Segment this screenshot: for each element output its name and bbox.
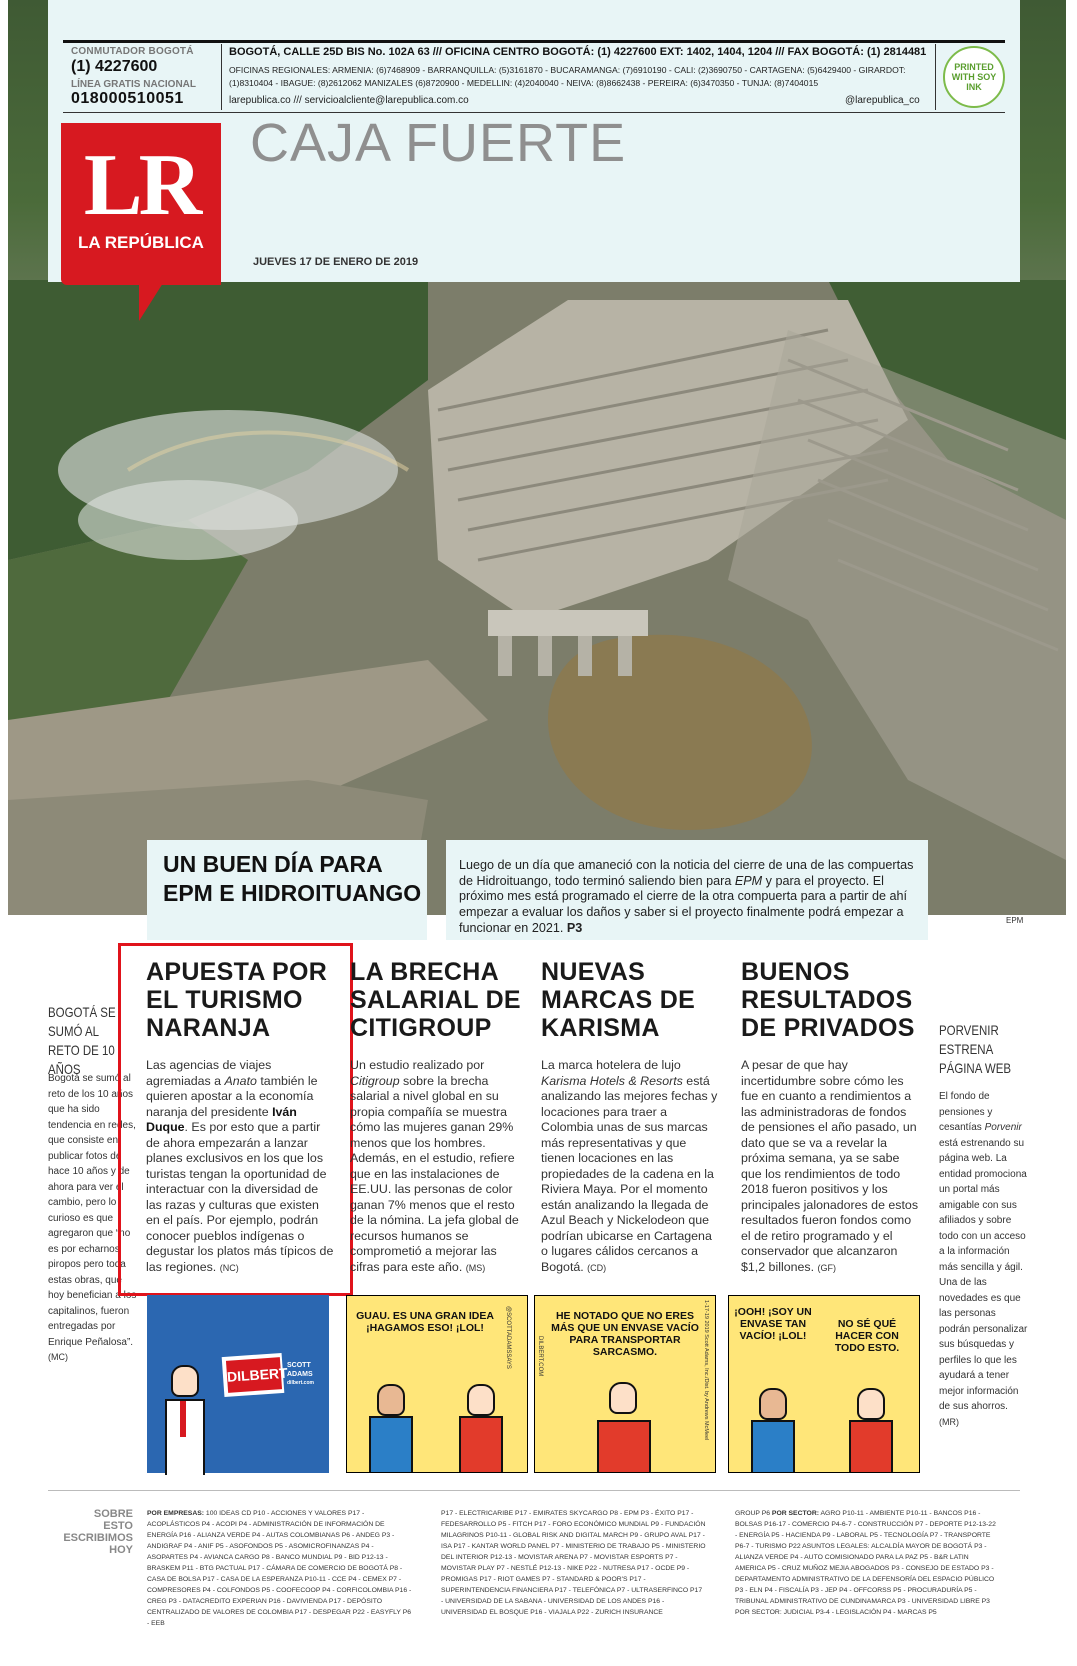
col2-text-b: sobre la brecha salarial a nivel global en su propia compañía se muestra cómo las mujeres ganan 29% menos que los hombres. Además, en el estudio, refiere que en las instalaciones de EE.UU. las personas de color ganan 7% menos que el resto de la nómina. La jefa global de recursos humanos se comprometió a mejorar las cifras para este año.	[350, 1073, 519, 1274]
col3-body	[541, 1058, 719, 1276]
panel2-speech: HE NOTADO QUE NO ERES MÁS QUE UN ENVASE VACÍO PARA TRANSPORTAR SARCASMO.	[551, 1310, 699, 1358]
panel3-speech-a: ¡OOH! ¡SOY UN ENVASE TAN VACÍO! ¡LOL!	[734, 1306, 812, 1342]
dilbert-panel1-shirt	[459, 1416, 503, 1473]
panel3-speech-b: NO SÉ QUÉ HACER CON TODO ESTO.	[834, 1318, 900, 1354]
right-brief-text-a: El fondo de pensiones y cesantías	[939, 1091, 993, 1133]
right-brief-headline: PORVENIR ESTRENA PÁGINA WEB	[939, 1022, 1012, 1076]
col3-karisma: Karisma Hotels & Resorts	[541, 1073, 683, 1088]
author-last: ADAMS	[287, 1371, 313, 1378]
soy-ink-icon	[943, 46, 1005, 108]
photo-credit: EPM	[1006, 916, 1024, 925]
right-brief-porvenir: Porvenir	[984, 1122, 1022, 1133]
index-sector-lead: POR SECTOR:	[771, 1510, 819, 1517]
left-brief-tag: (MC)	[48, 1352, 68, 1362]
index-col-1	[147, 1508, 412, 1629]
comic-panel-1	[346, 1295, 528, 1473]
address-line: BOGOTÁ, CALLE 25D BIS No. 102A 63 /// OFICINA CENTRO BOGOTÁ: (1) 4227600 EXT: 1402, 1404, 1204 /// FAX BOGOTÁ: (1) 2814481	[229, 46, 927, 58]
la-republica-logo	[61, 123, 221, 285]
index-col1-text: 100 IDEAS CD P10 - ACCIONES Y VALORES P17 - ACOPLÁSTICOS P4 - ACOPI P4 - ADMINISTRACIÓN DE INFORMACIÓN DE ENERGÍA P16 - ALIANZA VERDE P4 - AUTAS COLOMBIANAS P6 - ANDEG P3 - ANDIGRAF P4 - ANIF P5 - ASOFONDOS P5 - ASOMICROFINANZAS P4 - ASOPARTES P4 - AVIANCA CARGO P8 - BANCO MUNDIAL P9 - BID P12-13 - BRASKEM P11 - BTG PACTUAL P17 - CÁMARA DE COMERCIO DE BOGOTÁ P8 - CASA DE BOLSA P17 - CASA DE LA ESPERANZA P10-11 - CCE P4 - CEMEX P7 - COMPRESORES P4 - COLFONDOS P5 - COOFECOOP P4 - CORFICOLOMBIA P16 - CREG P3 - DATACREDITO EXPERIAN P16 - DAVIVIENDA P17 - DEPÓSITO CENTRALIZADO DE VALORES DE COLOMBIA P17 - DESPEGAR P22 - EASYFLY P6 - EEB	[147, 1510, 412, 1627]
col1-tag: (NC)	[219, 1262, 239, 1273]
comic-panel-2	[534, 1295, 716, 1473]
index-col-3	[735, 1508, 1000, 1618]
right-brief-tag: (MR)	[939, 1416, 959, 1427]
col4-body	[741, 1058, 919, 1276]
col2-tag: (MS)	[465, 1262, 486, 1273]
dilbert-site: dilbert.com	[287, 1380, 314, 1386]
dilbert-panel3-shirt	[849, 1420, 893, 1473]
index-companies-lead: POR EMPRESAS:	[147, 1510, 205, 1517]
col4-text-a: A pesar de que hay incertidumbre sobre cómo les fue en cuanto a rendimientos a las administradoras de fondos de pensiones el año pasado, un dato que se va a revelar la próxima semana, ya se sabe que los rendimientos de todo 2018 fueron positivos y los principales jalonadores de estos resultados fueron fondos como el de retiro programado y el conservador que alcanzaron $1,2 billones.	[741, 1058, 919, 1274]
regional-offices: OFICINAS REGIONALES: ARMENIA: (6)7468909 - BARRANQUILLA: (5)3161870 - BUCARAMANGA: (7)6910190 - CALI: (2)3690750 - CARTAGENA: (5)6429400 - GIRARDOT: (1)8310404 - IBAGUE: (8)2612062 MANIZALES (6)8720900 - MEDELLIN: (4)2040040 - NEIVA: (8)8662438 - PEREIRA: (6)3470350 - TUNJA: (8)7404015	[229, 65, 906, 88]
col2-text-a: Un estudio realizado por	[350, 1058, 485, 1072]
lead-epm: EPM	[734, 873, 763, 888]
index-label: SOBRE ESTO ESCRIBIMOS HOY	[63, 1508, 133, 1556]
dilbert-author	[287, 1361, 314, 1388]
col2-body	[350, 1058, 520, 1276]
lead-text-a: Luego de un día que amaneció con la noticia del cierre de una de las compuertas de Hidroituango, todo terminó saliendo bien para	[459, 858, 914, 888]
col3-text-a: La marca hotelera de lujo	[541, 1058, 681, 1072]
main-lead	[459, 858, 919, 937]
col1-text-c: . Es por esto que a partir de ahora empezarán a lanzar planes exclusivos en los que los turistas tengan la oportunidad de interactuar con la diversidad de las razas y culturas que existen en el país. Por ejemplo, podrán conocer pueblos indígenas o degustar los platos más típicos de las regiones.	[146, 1120, 334, 1274]
logo-speech-tail	[139, 283, 163, 321]
dilbert-panel1-icon	[467, 1384, 495, 1416]
col3-tag: (CD)	[587, 1262, 607, 1273]
coworker-shirt	[369, 1416, 413, 1473]
dilbert-logo: DILBERT	[226, 1357, 282, 1393]
col1-anato: Anato	[224, 1073, 257, 1088]
dilbert-head-icon	[171, 1365, 199, 1397]
coworker-panel3-icon	[759, 1388, 787, 1420]
lead-text-b: y para el proyecto. El próximo mes está programado el cierre de la otra compuerta para a partir de ahí empezar a evaluar los daños y saber si el proyecto finalmente podrá empezar a funcionar en 2021.	[459, 873, 908, 935]
section-title: CAJA FUERTE	[250, 113, 627, 173]
dilbert-title-panel	[147, 1295, 329, 1473]
comic-copyright: 1-17-19 2019 Scott Adams, Inc./Dist. by Andrews McMeel	[703, 1300, 709, 1441]
comic-handle: @SCOTTADAMSSAYS	[505, 1306, 511, 1369]
panel1-speech: GUAU. ES UNA GRAN IDEA ¡HAGAMOS ESO! ¡LOL!	[356, 1310, 494, 1334]
col3-headline: NUEVAS MARCAS DE KARISMA	[541, 958, 696, 1042]
index-col-2	[441, 1508, 706, 1618]
comic-panel-3	[728, 1295, 920, 1473]
logo-name: LA REPÚBLICA	[78, 233, 204, 252]
switchboard-label: CONMUTADOR BOGOTÁ	[71, 46, 194, 57]
dilbert-panel2-icon	[609, 1382, 637, 1414]
switchboard-number: (1) 4227600	[71, 58, 158, 75]
right-brief-text-b: está estrenando su página web. La entidad promociona un portal más amigable con sus afiliados y sobre todo con un acceso a la información más sencilla y ágil. Una de las novedades es que las personas podrán personalizar sus búsquedas y perfiles lo que les ayudará a tener mejor información de sus ahorros.	[939, 1137, 1028, 1412]
masthead-divider	[221, 44, 222, 110]
col1-duque: Iván Duque	[146, 1104, 297, 1134]
lead-page-ref: P3	[566, 920, 583, 935]
col1-text-a: Las agencias de viajes agremiadas a	[146, 1058, 272, 1088]
main-headline: UN BUEN DÍA PARA EPM E HIDROITUANGO	[163, 851, 422, 906]
col1-text-b: también le quieren apostar a la economía naranja del presidente	[146, 1073, 318, 1119]
highlight-box	[118, 943, 353, 1296]
author-first: SCOTT	[287, 1362, 311, 1369]
dilbert-tie-icon	[180, 1401, 186, 1437]
col4-headline: BUENOS RESULTADOS DE PRIVADOS	[741, 958, 915, 1042]
dilbert-panel2-shirt	[597, 1420, 651, 1473]
col4-tag: (GF)	[817, 1262, 836, 1273]
toll-free-number: 018000510051	[71, 90, 184, 107]
soy-ink-label: PRINTED WITH SOY INK	[951, 62, 997, 92]
col2-citigroup: Citigroup	[350, 1073, 400, 1088]
index-col3-text: AGRO P10-11 - AMBIENTE P10-11 - BANCOS P16 - BOLSAS P16-17 - COMERCIO P4-6-7 - CONSTRUCCIÓN P7 - DEPORTE P12-13-22 - ENERGÍA P5 - HACIENDA P9 - LABORAL P5 - TECNOLOGÍA P7 - TRANSPORTE P6-7 - TURISMO P22 ASUNTOS LEGALES: ALCALDÍA MAYOR DE BOGOTÁ P3 - ALIANZA VERDE P4 - AUTO COMISIONADO PARA LA PAZ P5 - B&R LATIN AMERICA P5 - CRUZ MUÑOZ MEJIA ABOGADOS P3 - CONSEJO DE ESTADO P3 - DEPARTAMENTO ADMINISTRATIVO DE LA DEFENSORÍA DEL ESPACIO PÚBLICO P3 - ELN P4 - FISCALÍA P3 - JEP P4 - OFFCORSS P5 - PROCURADURÍA P5 - TRIBUNAL ADMINISTRATIVO DE CUNDINAMARCA P3 - UNIVERSIDAD LIBRE P3 POR SECTOR: JUDICIAL P3-4 - LEGISLACIÓN P4 - MARCAS P5	[735, 1510, 996, 1616]
masthead-top-rule	[63, 40, 1005, 43]
left-brief-text: Bogotá se sumó al reto de los 10 años que ha sido tendencia en redes, que consiste en publicar fotos de hace 10 años y de ahora para ver el cambio, pero lo curioso es que agregaron que “no es por echarnos piropos pero toda estas obras, que hoy benefician a los capitalinos, fueron entregadas por Enrique Peñalosa”.	[48, 1073, 137, 1348]
left-brief-headline: BOGOTÁ SE SUMÓ AL RETO DE 10 AÑOS	[48, 1004, 116, 1077]
col3-text-b: está analizando las mejores fechas y locaciones para traer a Colombia unas de sus marcas más representativas y que tienen locaciones en las propiedades de la cadena en la Riviera Maya. Por el momento están analizando la llegada de Azul Beach y Nickelodeon que podrían ubicarse en Cartagena o lugares cálidos cercanos a Bogotá.	[541, 1073, 718, 1274]
dilbert-panel3-icon	[857, 1388, 885, 1420]
masthead-divider-right	[935, 44, 936, 110]
issue-date: JUEVES 17 DE ENERO DE 2019	[253, 256, 419, 268]
toll-free-label: LÍNEA GRATIS NACIONAL	[71, 79, 196, 90]
comic-site: DILBERT.COM	[537, 1336, 543, 1377]
twitter-handle: @larepublica_co	[845, 95, 920, 106]
index-col3-a: GROUP P6	[735, 1510, 772, 1517]
col1-headline: APUESTA POR EL TURISMO NARANJA	[146, 958, 328, 1042]
web-contact: larepublica.co /// servicioalcliente@larepublica.com.co	[229, 95, 469, 106]
coworker-head-icon	[377, 1384, 405, 1416]
col2-headline: LA BRECHA SALARIAL DE CITIGROUP	[350, 958, 521, 1042]
right-brief-body	[939, 1089, 1029, 1430]
index-col2-text: P17 - ELECTRICARIBE P17 - EMIRATES SKYCARGO P8 - EPM P3 - ÉXITO P17 - FEDESARROLLO P5 - FITCH P17 - FORO ECONÓMICO MUNDIAL P9 - FUNDACIÓN MILAGRINOS P10-11 - GLOBAL RISK AND DIGITAL MARCH P9 - GRUPO AVAL P17 - ISA P17 - KANTAR WORLD PANEL P7 - MINISTERIO DE TRABAJO P5 - MINISTERIO DEL INTERIOR P12-13 - MOVISTAR ARENA P7 - MOVISTAR ESPORTS P7 - MOVISTAR PLAY P7 - NESTLÉ P12-13 - NIKE P22 - NUTRESA P17 - OCDE P9 - PROMIGAS P17 - RIOT GAMES P7 - STANDARD & POOR'S P17 - SUPERINTENDENCIA FINANCIERA P17 - TELEFÓNICA P7 - ULTRASERFINCO P17 - UNIVERSIDAD DE LA SABANA - UNIVERSIDAD DE LOS ANDES P16 - UNIVERSIDAD EL BOSQUE P16 - VIAJALA P22 - ZURICH INSURANCE	[441, 1510, 706, 1616]
logo-letters: LR	[83, 137, 199, 234]
coworker-panel3-shirt	[751, 1420, 795, 1473]
